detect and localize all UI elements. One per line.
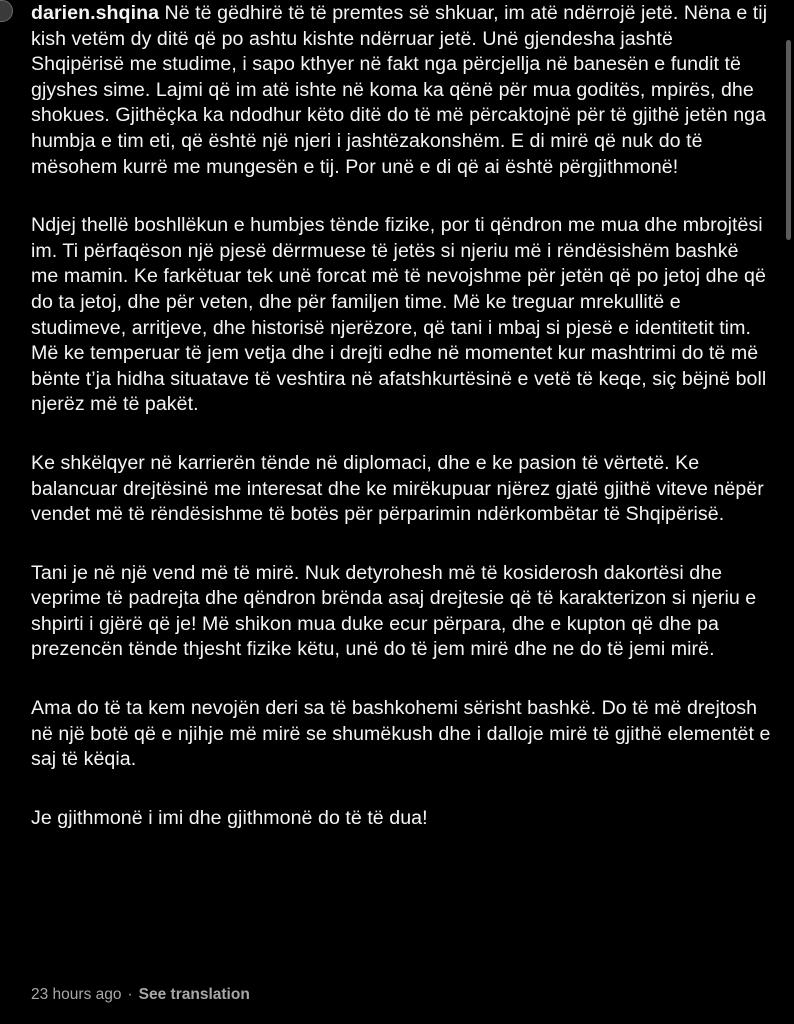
scrollbar[interactable] xyxy=(786,40,791,240)
separator-dot: · xyxy=(127,986,133,1003)
caption-paragraph-1 xyxy=(31,1,771,180)
caption-paragraph-3: Ke shkëlqyer në karrierën tënde në diplomaci, dhe e ke pasion të vërtetë. Ke balancuar drejtësinë me interesat dhe ke mirëkupuar njërez gjatë gjithë viteve nëpër vendet më të rëndësishme të botës për përparimin ndërkombëtar të Shqipërisë. xyxy=(31,451,764,526)
post-caption xyxy=(31,1,771,831)
caption-paragraph-2: Ndjej thellë boshllëkun e humbjes tënde fizike, por ti qëndron me mua dhe mbrojtësi im. Ti përfaqëson një pjesë dërrmuese të jetës si njeriu më i rëndësishëm bashkë me mamin. Ke farkëtuar tek unë forcat më të nevojshme për jetën që po jetoj dhe që do ta jetoj, dhe për veten, dhe për familjen time. Më ke treguar mrekullitë e studimeve, arritjeve, dhe historisë njerëzore, që tani i mbaj si pjesë e identitetit tim. Më ke temperuar të jem vetja dhe i drejti edhe në momentet kur mashtrimi do të më bënte t’ja hidha situatave të veshtira në afatshkurtësinë e vetë të keqe, siç bëjnë boll njerëz më të pakët. xyxy=(31,214,767,416)
caption-paragraph-6: Je gjithmonë i imi dhe gjithmonë do të të dua! xyxy=(31,806,428,829)
post-meta xyxy=(31,984,250,1006)
caption-paragraph-4: Tani je në një vend më të mirë. Nuk detyrohesh më të kosiderosh dakortësi dhe veprime të padrejta dhe qëndron brënda asaj drejtesie që të karakterizon si njeriu e shpirti i gjërë që je! Më shikon mua duke ecur përpara, dhe e kupton që dhe pa prezencën tënde thjesht fizike këtu, unë do të jem mirë dhe ne do të jemi mirë. xyxy=(31,561,757,661)
caption-paragraph-5: Ama do të ta kem nevojën deri sa të bashkohemi sërisht bashkë. Do të më drejtosh në një botë që e njihje më mirë se shumëkush dhe i dalloje mirë të gjithë elementët e saj të këqia. xyxy=(31,697,771,771)
timestamp: 23 hours ago xyxy=(31,986,122,1003)
avatar[interactable] xyxy=(0,0,13,22)
see-translation-button[interactable]: See translation xyxy=(138,986,250,1003)
username-link[interactable]: darien.shqina xyxy=(31,2,160,24)
caption-text-1: Në të gëdhirë të të premtes së shkuar, im atë ndërrojë jetë. Nëna e tij kish vetëm dy ditë që po ashtu kishte ndërruar jetë. Unë gjendesha jashtë Shqipërisë me studime, i sapo kthyer në fakt nga përcjellja në banesën e fundit të gjyshes sime. Lajmi që im atë ishte në koma ka qënë për mua goditës, mpirës, dhe shokues. Gjithëçka ka ndodhur këto ditë do të më përcaktojnë për të gjithë jetën nga humbja e tim eti, që është një njeri i jashtëzakonshëm. E di mirë që nuk do të mësohem kurrë me mungesën e tij. Por unë e di që ai është përgjithmonë! xyxy=(31,2,768,178)
